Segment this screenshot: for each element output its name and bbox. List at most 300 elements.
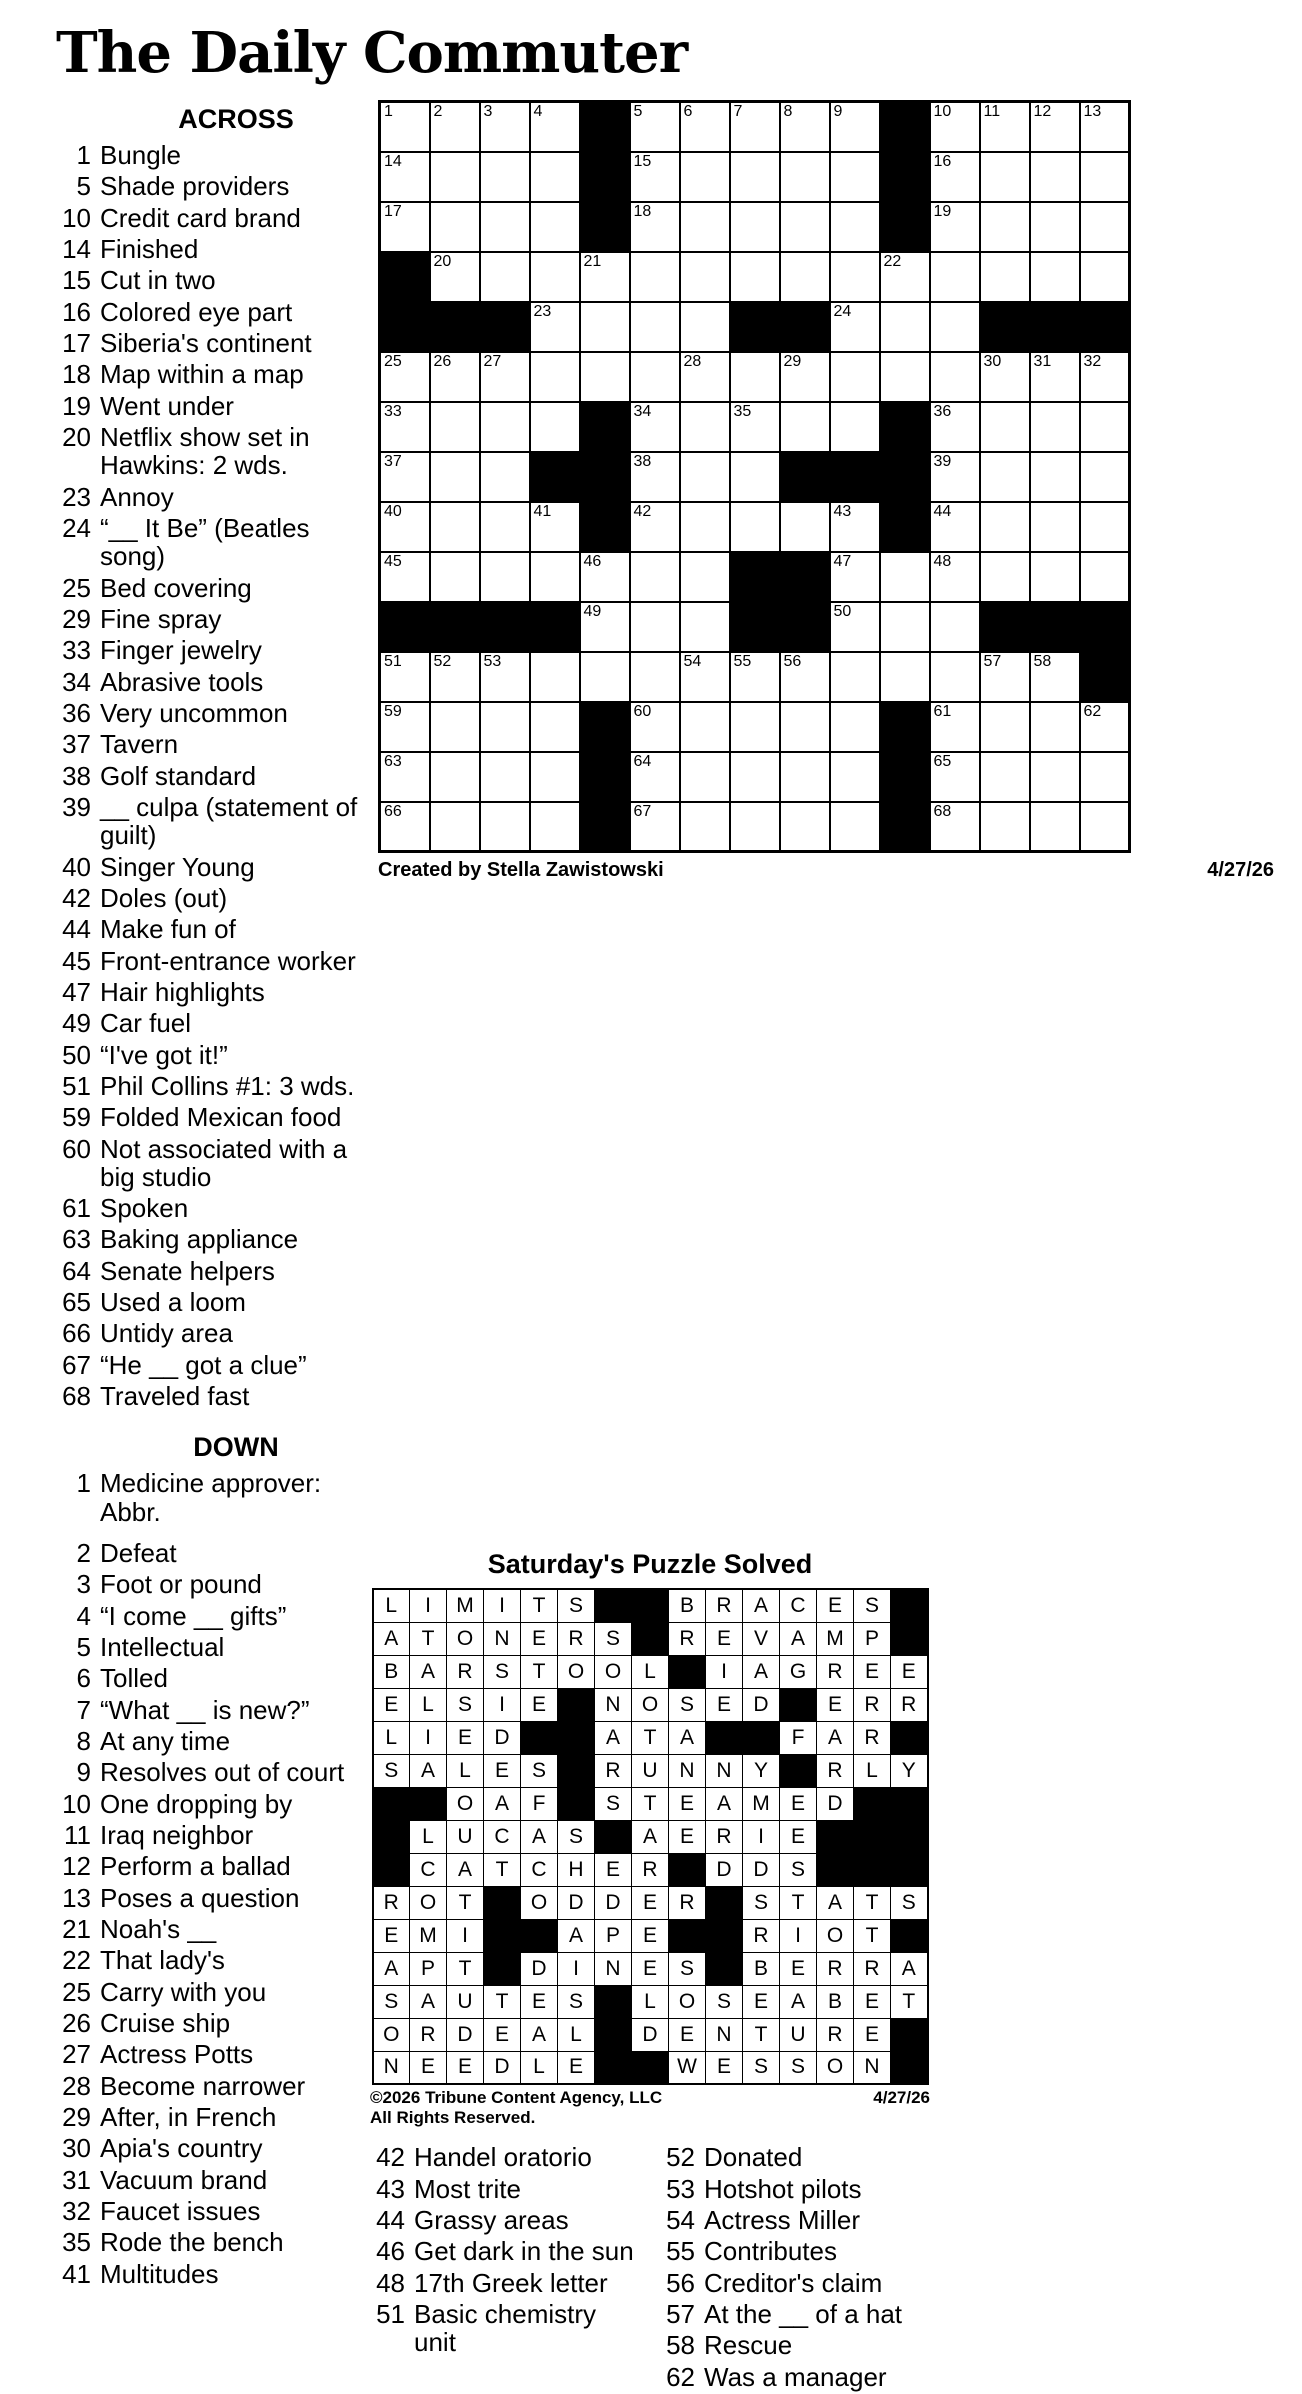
- clue-item[interactable]: [56, 636, 364, 664]
- clue-text: Bungle: [100, 140, 181, 170]
- clue-item[interactable]: [56, 1135, 364, 1192]
- clue-item[interactable]: [56, 2072, 358, 2100]
- grid-cell[interactable]: [580, 652, 630, 702]
- grid-cell[interactable]: [430, 552, 480, 602]
- grid-cell-block: [1030, 602, 1080, 652]
- clue-item[interactable]: [56, 1602, 358, 1630]
- clue-text: Get dark in the sun: [414, 2236, 634, 2267]
- grid-cell[interactable]: [1030, 252, 1080, 302]
- grid-cell[interactable]: [830, 502, 880, 552]
- grid-cell[interactable]: [680, 552, 730, 602]
- grid-cell[interactable]: [630, 702, 680, 752]
- grid-cell[interactable]: [380, 152, 430, 202]
- clue-item[interactable]: [56, 2228, 358, 2256]
- grid-cell[interactable]: [880, 602, 930, 652]
- clue-item[interactable]: [56, 605, 364, 633]
- grid-cell[interactable]: [830, 352, 880, 402]
- grid-cell[interactable]: [430, 352, 480, 402]
- grid-cell[interactable]: [1080, 202, 1130, 252]
- grid-cell[interactable]: [430, 102, 480, 152]
- clue-item[interactable]: [56, 2166, 358, 2194]
- clue-item[interactable]: [56, 1570, 358, 1598]
- grid-cell[interactable]: [630, 102, 680, 152]
- solved-row: [373, 1721, 928, 1754]
- grid-cell[interactable]: [530, 702, 580, 752]
- grid-cell[interactable]: [630, 452, 680, 502]
- clue-item[interactable]: [56, 699, 364, 727]
- grid-cell[interactable]: [530, 552, 580, 602]
- grid-cell[interactable]: [680, 102, 730, 152]
- clue-item[interactable]: [56, 514, 364, 571]
- grid-cell[interactable]: [480, 452, 530, 502]
- clue-number: 43: [376, 2173, 405, 2204]
- grid-cell[interactable]: [480, 252, 530, 302]
- grid-cell[interactable]: [380, 802, 430, 852]
- grid-cell[interactable]: [480, 802, 530, 852]
- grid-cell[interactable]: [480, 552, 530, 602]
- clue-item[interactable]: [56, 141, 364, 169]
- grid-cell[interactable]: [730, 452, 780, 502]
- grid-cell[interactable]: [480, 702, 530, 752]
- grid-cell[interactable]: [680, 602, 730, 652]
- clue-item[interactable]: [56, 978, 364, 1006]
- grid-cell[interactable]: [630, 752, 680, 802]
- clue-item[interactable]: [56, 1852, 358, 1880]
- clue-item[interactable]: [660, 2237, 930, 2265]
- grid-cell[interactable]: [630, 152, 680, 202]
- clue-item[interactable]: [370, 2300, 640, 2357]
- grid-cell[interactable]: [430, 202, 480, 252]
- grid-cell[interactable]: [380, 752, 430, 802]
- clue-item[interactable]: [56, 1257, 364, 1285]
- grid-cell-number: 5: [633, 103, 643, 120]
- clue-item[interactable]: [56, 947, 364, 975]
- grid-cell[interactable]: [980, 502, 1030, 552]
- solved-cell-block: [891, 2051, 928, 2084]
- grid-cell[interactable]: [480, 102, 530, 152]
- grid-cell[interactable]: [980, 402, 1030, 452]
- clue-item[interactable]: [56, 1382, 364, 1410]
- grid-cell[interactable]: [930, 502, 980, 552]
- grid-cell[interactable]: [730, 652, 780, 702]
- grid-cell[interactable]: [830, 802, 880, 852]
- grid-cell[interactable]: [730, 502, 780, 552]
- grid-cell[interactable]: [580, 352, 630, 402]
- grid-cell[interactable]: [630, 302, 680, 352]
- grid-cell[interactable]: [930, 352, 980, 402]
- clue-item[interactable]: [56, 1946, 358, 1974]
- down-clue-list-3: [370, 2143, 640, 2394]
- grid-cell[interactable]: [530, 652, 580, 702]
- grid-cell[interactable]: [380, 402, 430, 452]
- grid-cell[interactable]: [380, 102, 430, 152]
- grid-cell[interactable]: [1030, 202, 1080, 252]
- grid-cell[interactable]: [930, 202, 980, 252]
- grid-cell[interactable]: [780, 252, 830, 302]
- grid-cell[interactable]: [780, 702, 830, 752]
- grid-cell[interactable]: [980, 102, 1030, 152]
- grid-cell[interactable]: [980, 702, 1030, 752]
- clue-item[interactable]: [56, 762, 364, 790]
- grid-cell[interactable]: [1080, 752, 1130, 802]
- clue-item[interactable]: [56, 668, 364, 696]
- clue-item[interactable]: [370, 2206, 640, 2234]
- grid-cell[interactable]: [830, 402, 880, 452]
- grid-cell[interactable]: [1030, 652, 1080, 702]
- solved-cell-block: [521, 1721, 558, 1754]
- grid-cell[interactable]: [930, 652, 980, 702]
- grid-cell[interactable]: [930, 552, 980, 602]
- solved-cell-block: [484, 1952, 521, 1985]
- clue-item[interactable]: [660, 2331, 930, 2359]
- grid-cell[interactable]: [1080, 702, 1130, 752]
- grid-cell[interactable]: [880, 352, 930, 402]
- grid-cell[interactable]: [780, 202, 830, 252]
- grid-cell[interactable]: [530, 252, 580, 302]
- solved-cell: L: [632, 1655, 669, 1688]
- crossword-grid[interactable]: [378, 100, 1131, 853]
- clue-item[interactable]: [660, 2300, 930, 2328]
- solved-cell: L: [521, 2051, 558, 2084]
- grid-cell[interactable]: [630, 502, 680, 552]
- grid-cell[interactable]: [830, 252, 880, 302]
- grid-cell[interactable]: [880, 652, 930, 702]
- grid-cell[interactable]: [1030, 752, 1080, 802]
- grid-cell[interactable]: [1030, 402, 1080, 452]
- clue-item[interactable]: [56, 298, 364, 326]
- grid-cell[interactable]: [630, 402, 680, 452]
- clue-item[interactable]: [56, 235, 364, 263]
- clue-item[interactable]: [56, 1351, 364, 1379]
- clue-item[interactable]: [56, 1758, 358, 1786]
- clue-item[interactable]: [370, 2269, 640, 2297]
- grid-cell[interactable]: [430, 402, 480, 452]
- clue-number: 52: [666, 2142, 695, 2173]
- grid-cell[interactable]: [1030, 502, 1080, 552]
- grid-cell[interactable]: [780, 802, 830, 852]
- grid-cell[interactable]: [930, 702, 980, 752]
- grid-cell[interactable]: [630, 252, 680, 302]
- grid-cell[interactable]: [680, 452, 730, 502]
- grid-cell[interactable]: [380, 702, 430, 752]
- clue-item[interactable]: [56, 1978, 358, 2006]
- grid-cell[interactable]: [980, 452, 1030, 502]
- grid-cell[interactable]: [630, 602, 680, 652]
- grid-cell[interactable]: [980, 252, 1030, 302]
- grid-cell[interactable]: [980, 652, 1030, 702]
- grid-cell[interactable]: [680, 302, 730, 352]
- grid-cell[interactable]: [630, 352, 680, 402]
- clue-item[interactable]: [56, 1072, 364, 1100]
- clue-item[interactable]: [56, 574, 364, 602]
- grid-row: [380, 652, 1130, 702]
- grid-cell[interactable]: [1080, 352, 1130, 402]
- grid-cell[interactable]: [680, 752, 730, 802]
- grid-cell[interactable]: [630, 202, 680, 252]
- grid-cell[interactable]: [830, 602, 880, 652]
- grid-cell[interactable]: [630, 552, 680, 602]
- clue-item[interactable]: [56, 1041, 364, 1069]
- grid-cell[interactable]: [1030, 452, 1080, 502]
- clue-item[interactable]: [56, 2040, 358, 2068]
- grid-cell[interactable]: [880, 302, 930, 352]
- grid-cell[interactable]: [430, 702, 480, 752]
- grid-cell-block: [1080, 302, 1130, 352]
- grid-cell[interactable]: [830, 202, 880, 252]
- clue-item[interactable]: [56, 1319, 364, 1347]
- clue-item[interactable]: [56, 2009, 358, 2037]
- grid-cell[interactable]: [530, 302, 580, 352]
- clue-item[interactable]: [56, 392, 364, 420]
- grid-cell[interactable]: [730, 702, 780, 752]
- grid-cell[interactable]: [730, 102, 780, 152]
- solved-cell: S: [484, 1655, 521, 1688]
- grid-cell[interactable]: [530, 152, 580, 202]
- solved-cell: T: [632, 1787, 669, 1820]
- clue-number: 36: [62, 697, 91, 728]
- grid-cell[interactable]: [930, 302, 980, 352]
- clue-item[interactable]: [56, 266, 364, 294]
- grid-cell[interactable]: [430, 452, 480, 502]
- grid-cell[interactable]: [1080, 152, 1130, 202]
- clue-item[interactable]: [56, 483, 364, 511]
- grid-cell[interactable]: [530, 202, 580, 252]
- clue-item[interactable]: [56, 915, 364, 943]
- clue-item[interactable]: [56, 2134, 358, 2162]
- grid-cell-block: [880, 752, 930, 802]
- grid-cell[interactable]: [730, 352, 780, 402]
- grid-cell[interactable]: [780, 502, 830, 552]
- clue-item[interactable]: [56, 1009, 364, 1037]
- grid-cell[interactable]: [930, 452, 980, 502]
- clue-item[interactable]: [56, 1727, 358, 1755]
- clue-item[interactable]: [56, 204, 364, 232]
- grid-cell[interactable]: [680, 802, 730, 852]
- grid-cell[interactable]: [630, 652, 680, 702]
- grid-cell[interactable]: [930, 752, 980, 802]
- grid-cell[interactable]: [430, 752, 480, 802]
- grid-cell[interactable]: [730, 802, 780, 852]
- clue-item[interactable]: [56, 1469, 364, 1526]
- grid-row: [380, 302, 1130, 352]
- clue-item[interactable]: [56, 423, 364, 480]
- clue-item[interactable]: [56, 2103, 358, 2131]
- grid-cell[interactable]: [930, 402, 980, 452]
- solved-cell: A: [743, 1589, 780, 1622]
- grid-cell[interactable]: [380, 452, 430, 502]
- clue-item[interactable]: [56, 884, 364, 912]
- clue-item[interactable]: [56, 1225, 364, 1253]
- grid-cell[interactable]: [980, 802, 1030, 852]
- solved-cell-block: [817, 1853, 854, 1886]
- grid-cell[interactable]: [1080, 452, 1130, 502]
- grid-cell[interactable]: [830, 152, 880, 202]
- grid-cell[interactable]: [980, 202, 1030, 252]
- grid-cell-block: [980, 602, 1030, 652]
- grid-cell[interactable]: [680, 252, 730, 302]
- grid-cell[interactable]: [1030, 802, 1080, 852]
- clue-item[interactable]: [370, 2143, 640, 2171]
- grid-cell[interactable]: [530, 102, 580, 152]
- grid-cell-number: 61: [933, 702, 952, 720]
- grid-cell[interactable]: [680, 152, 730, 202]
- grid-cell[interactable]: [480, 352, 530, 402]
- grid-cell-block: [730, 302, 780, 352]
- grid-cell[interactable]: [630, 802, 680, 852]
- clue-item[interactable]: [370, 2175, 640, 2203]
- grid-cell[interactable]: [480, 502, 530, 552]
- grid-cell[interactable]: [480, 752, 530, 802]
- grid-cell[interactable]: [480, 152, 530, 202]
- grid-cell[interactable]: [1030, 152, 1080, 202]
- solved-cell: U: [632, 1754, 669, 1787]
- clue-item[interactable]: [56, 1664, 358, 1692]
- grid-cell[interactable]: [680, 702, 730, 752]
- grid-cell[interactable]: [380, 552, 430, 602]
- clue-item[interactable]: [56, 730, 364, 758]
- grid-cell[interactable]: [430, 802, 480, 852]
- grid-cell[interactable]: [680, 402, 730, 452]
- grid-cell[interactable]: [680, 652, 730, 702]
- grid-cell[interactable]: [730, 152, 780, 202]
- grid-cell[interactable]: [530, 402, 580, 452]
- grid-cell[interactable]: [1030, 102, 1080, 152]
- clue-number: 15: [62, 265, 91, 296]
- grid-cell[interactable]: [980, 152, 1030, 202]
- grid-cell[interactable]: [780, 402, 830, 452]
- grid-cell[interactable]: [680, 202, 730, 252]
- grid-cell[interactable]: [730, 752, 780, 802]
- grid-cell[interactable]: [480, 652, 530, 702]
- clue-item[interactable]: [56, 793, 364, 850]
- grid-cell[interactable]: [830, 752, 880, 802]
- grid-cell[interactable]: [780, 102, 830, 152]
- grid-cell[interactable]: [880, 252, 930, 302]
- grid-cell[interactable]: [530, 752, 580, 802]
- grid-cell[interactable]: [730, 202, 780, 252]
- grid-cell[interactable]: [780, 652, 830, 702]
- grid-cell[interactable]: [680, 502, 730, 552]
- grid-cell[interactable]: [780, 352, 830, 402]
- grid-cell[interactable]: [1080, 402, 1130, 452]
- clue-item[interactable]: [660, 2269, 930, 2297]
- grid-cell[interactable]: [430, 252, 480, 302]
- clue-item[interactable]: [56, 1103, 364, 1131]
- grid-cell[interactable]: [1080, 552, 1130, 602]
- solved-cell: W: [669, 2051, 706, 2084]
- grid-cell[interactable]: [830, 702, 880, 752]
- solved-cell-block: [706, 1721, 743, 1754]
- clue-item[interactable]: [660, 2206, 930, 2234]
- grid-cell[interactable]: [680, 352, 730, 402]
- clue-item[interactable]: [56, 853, 364, 881]
- grid-cell[interactable]: [1030, 352, 1080, 402]
- grid-cell[interactable]: [930, 252, 980, 302]
- clue-item[interactable]: [56, 1696, 358, 1724]
- grid-cell[interactable]: [380, 502, 430, 552]
- grid-cell[interactable]: [430, 652, 480, 702]
- grid-cell[interactable]: [830, 652, 880, 702]
- clue-item[interactable]: [56, 1633, 358, 1661]
- clue-item[interactable]: [660, 2363, 930, 2391]
- grid-cell[interactable]: [930, 602, 980, 652]
- grid-cell[interactable]: [780, 752, 830, 802]
- clue-item[interactable]: [56, 1194, 364, 1222]
- grid-cell[interactable]: [980, 752, 1030, 802]
- clue-item[interactable]: [56, 1790, 358, 1818]
- grid-cell[interactable]: [380, 202, 430, 252]
- grid-cell[interactable]: [1030, 702, 1080, 752]
- clue-item[interactable]: [56, 360, 364, 388]
- grid-cell[interactable]: [480, 202, 530, 252]
- grid-cell[interactable]: [580, 302, 630, 352]
- clue-item[interactable]: [660, 2175, 930, 2203]
- solved-cell-block: [891, 1589, 928, 1622]
- grid-cell[interactable]: [980, 552, 1030, 602]
- grid-cell[interactable]: [930, 802, 980, 852]
- grid-cell[interactable]: [1080, 802, 1130, 852]
- grid-cell[interactable]: [430, 152, 480, 202]
- grid-cell[interactable]: [1030, 552, 1080, 602]
- grid-cell[interactable]: [1080, 102, 1130, 152]
- grid-cell[interactable]: [580, 602, 630, 652]
- grid-cell[interactable]: [580, 552, 630, 602]
- grid-cell[interactable]: [830, 552, 880, 602]
- grid-cell[interactable]: [480, 402, 530, 452]
- grid-cell[interactable]: [930, 152, 980, 202]
- grid-cell[interactable]: [880, 552, 930, 602]
- grid-cell[interactable]: [580, 252, 630, 302]
- clue-number: 44: [376, 2204, 405, 2235]
- solved-cell: T: [521, 1589, 558, 1622]
- grid-cell[interactable]: [830, 302, 880, 352]
- solved-date: 4/27/26: [873, 2088, 930, 2108]
- clue-text: Tolled: [100, 1663, 168, 1694]
- clue-item[interactable]: [56, 2260, 358, 2288]
- clue-item[interactable]: [56, 1884, 358, 1912]
- clue-text: At any time: [100, 1726, 231, 1757]
- grid-cell[interactable]: [430, 502, 480, 552]
- grid-cell[interactable]: [1080, 252, 1130, 302]
- grid-cell[interactable]: [380, 352, 430, 402]
- grid-cell[interactable]: [730, 252, 780, 302]
- clue-number: 31: [62, 2164, 91, 2195]
- solved-cell-block: [484, 1886, 521, 1919]
- grid-cell[interactable]: [980, 352, 1030, 402]
- clue-item[interactable]: [56, 1821, 358, 1849]
- clue-item[interactable]: [56, 1915, 358, 1943]
- grid-cell[interactable]: [530, 502, 580, 552]
- grid-cell-number: 19: [933, 202, 952, 220]
- grid-cell[interactable]: [730, 402, 780, 452]
- clue-item[interactable]: [370, 2237, 640, 2265]
- grid-cell[interactable]: [830, 102, 880, 152]
- grid-cell[interactable]: [530, 802, 580, 852]
- grid-cell[interactable]: [380, 652, 430, 702]
- grid-cell[interactable]: [930, 102, 980, 152]
- grid-cell[interactable]: [530, 352, 580, 402]
- clue-item[interactable]: [56, 2197, 358, 2225]
- clue-item[interactable]: [660, 2143, 930, 2171]
- clue-item[interactable]: [56, 172, 364, 200]
- clue-item[interactable]: [56, 1288, 364, 1316]
- clue-item[interactable]: [56, 329, 364, 357]
- clue-item[interactable]: [56, 1539, 358, 1567]
- grid-cell[interactable]: [780, 152, 830, 202]
- solved-cell-block: [669, 1919, 706, 1952]
- grid-cell[interactable]: [1080, 502, 1130, 552]
- grid-cell-number: 67: [633, 802, 652, 820]
